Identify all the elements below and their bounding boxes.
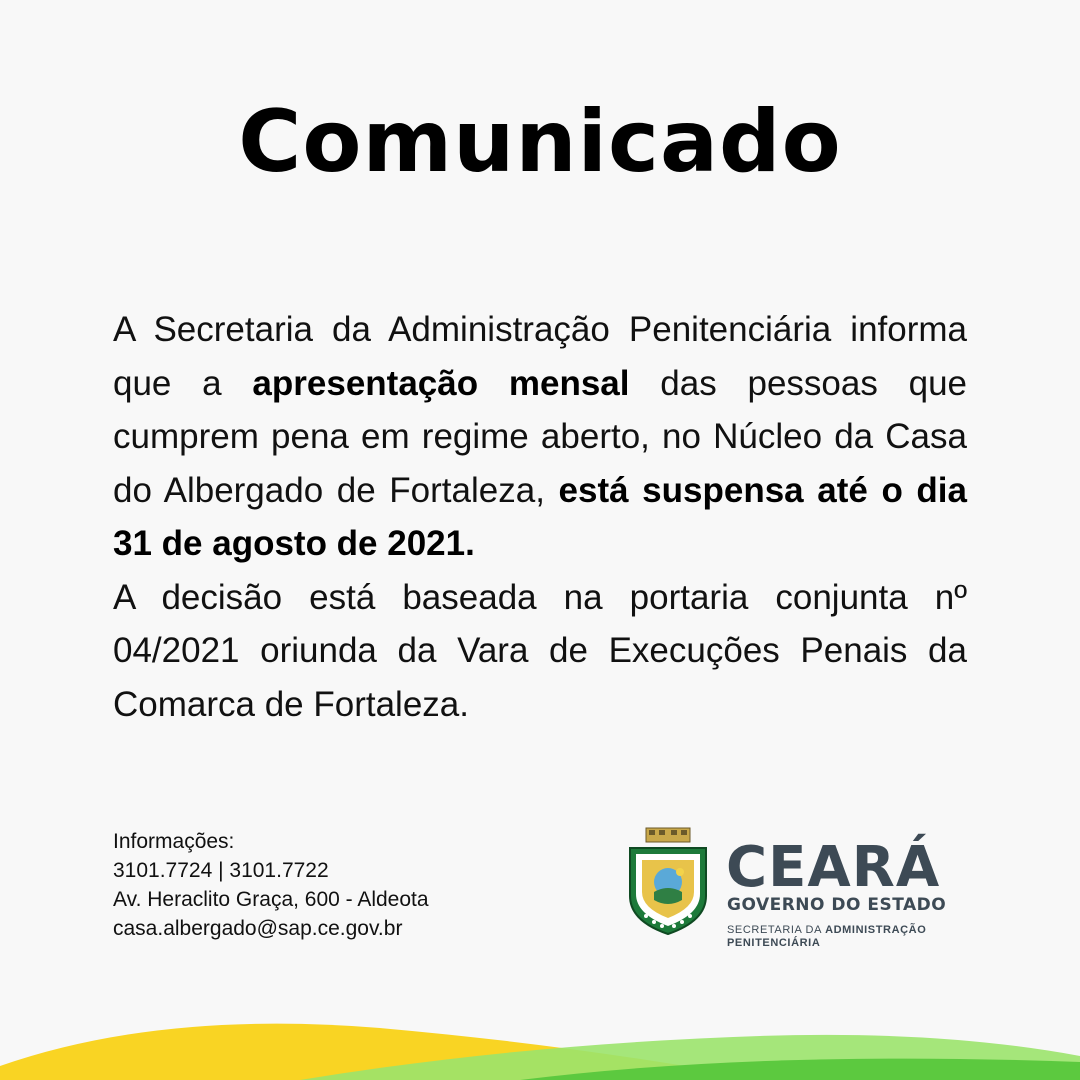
state-coat-of-arms-icon bbox=[626, 826, 710, 936]
logo-subtitle: GOVERNO DO ESTADO bbox=[727, 895, 947, 915]
logo-name: CEARÁ bbox=[726, 835, 941, 900]
contact-phones: 3101.7724 | 3101.7722 bbox=[113, 859, 329, 882]
announcement-paragraph-2: A decisão está baseada na portaria conjunta nº 04/2021 oriunda da Vara de Execuções Penais da Comarca de Fortaleza. bbox=[113, 577, 967, 724]
contact-info bbox=[113, 827, 553, 943]
decorative-waves bbox=[0, 1000, 1080, 1080]
logo-department: SECRETARIA DA ADMINISTRAÇÃO PENITENCIÁRIA bbox=[727, 924, 927, 949]
page-title: Comunicado bbox=[238, 92, 842, 192]
announcement-body bbox=[113, 303, 967, 731]
contact-email: casa.albergado@sap.ce.gov.br bbox=[113, 917, 403, 940]
contact-address: Av. Heraclito Graça, 600 - Aldeota bbox=[113, 888, 429, 911]
government-logo bbox=[626, 826, 976, 956]
announcement-paragraph-1: A Secretaria da Administração Penitenciária informa que a apresentação mensal das pessoas que cumprem pena em regime aberto, no Núcleo da Casa do Albergado de Fortaleza, está suspensa até o dia 31 de agosto de 2021. bbox=[113, 310, 968, 563]
contact-label: Informações: bbox=[113, 830, 235, 853]
